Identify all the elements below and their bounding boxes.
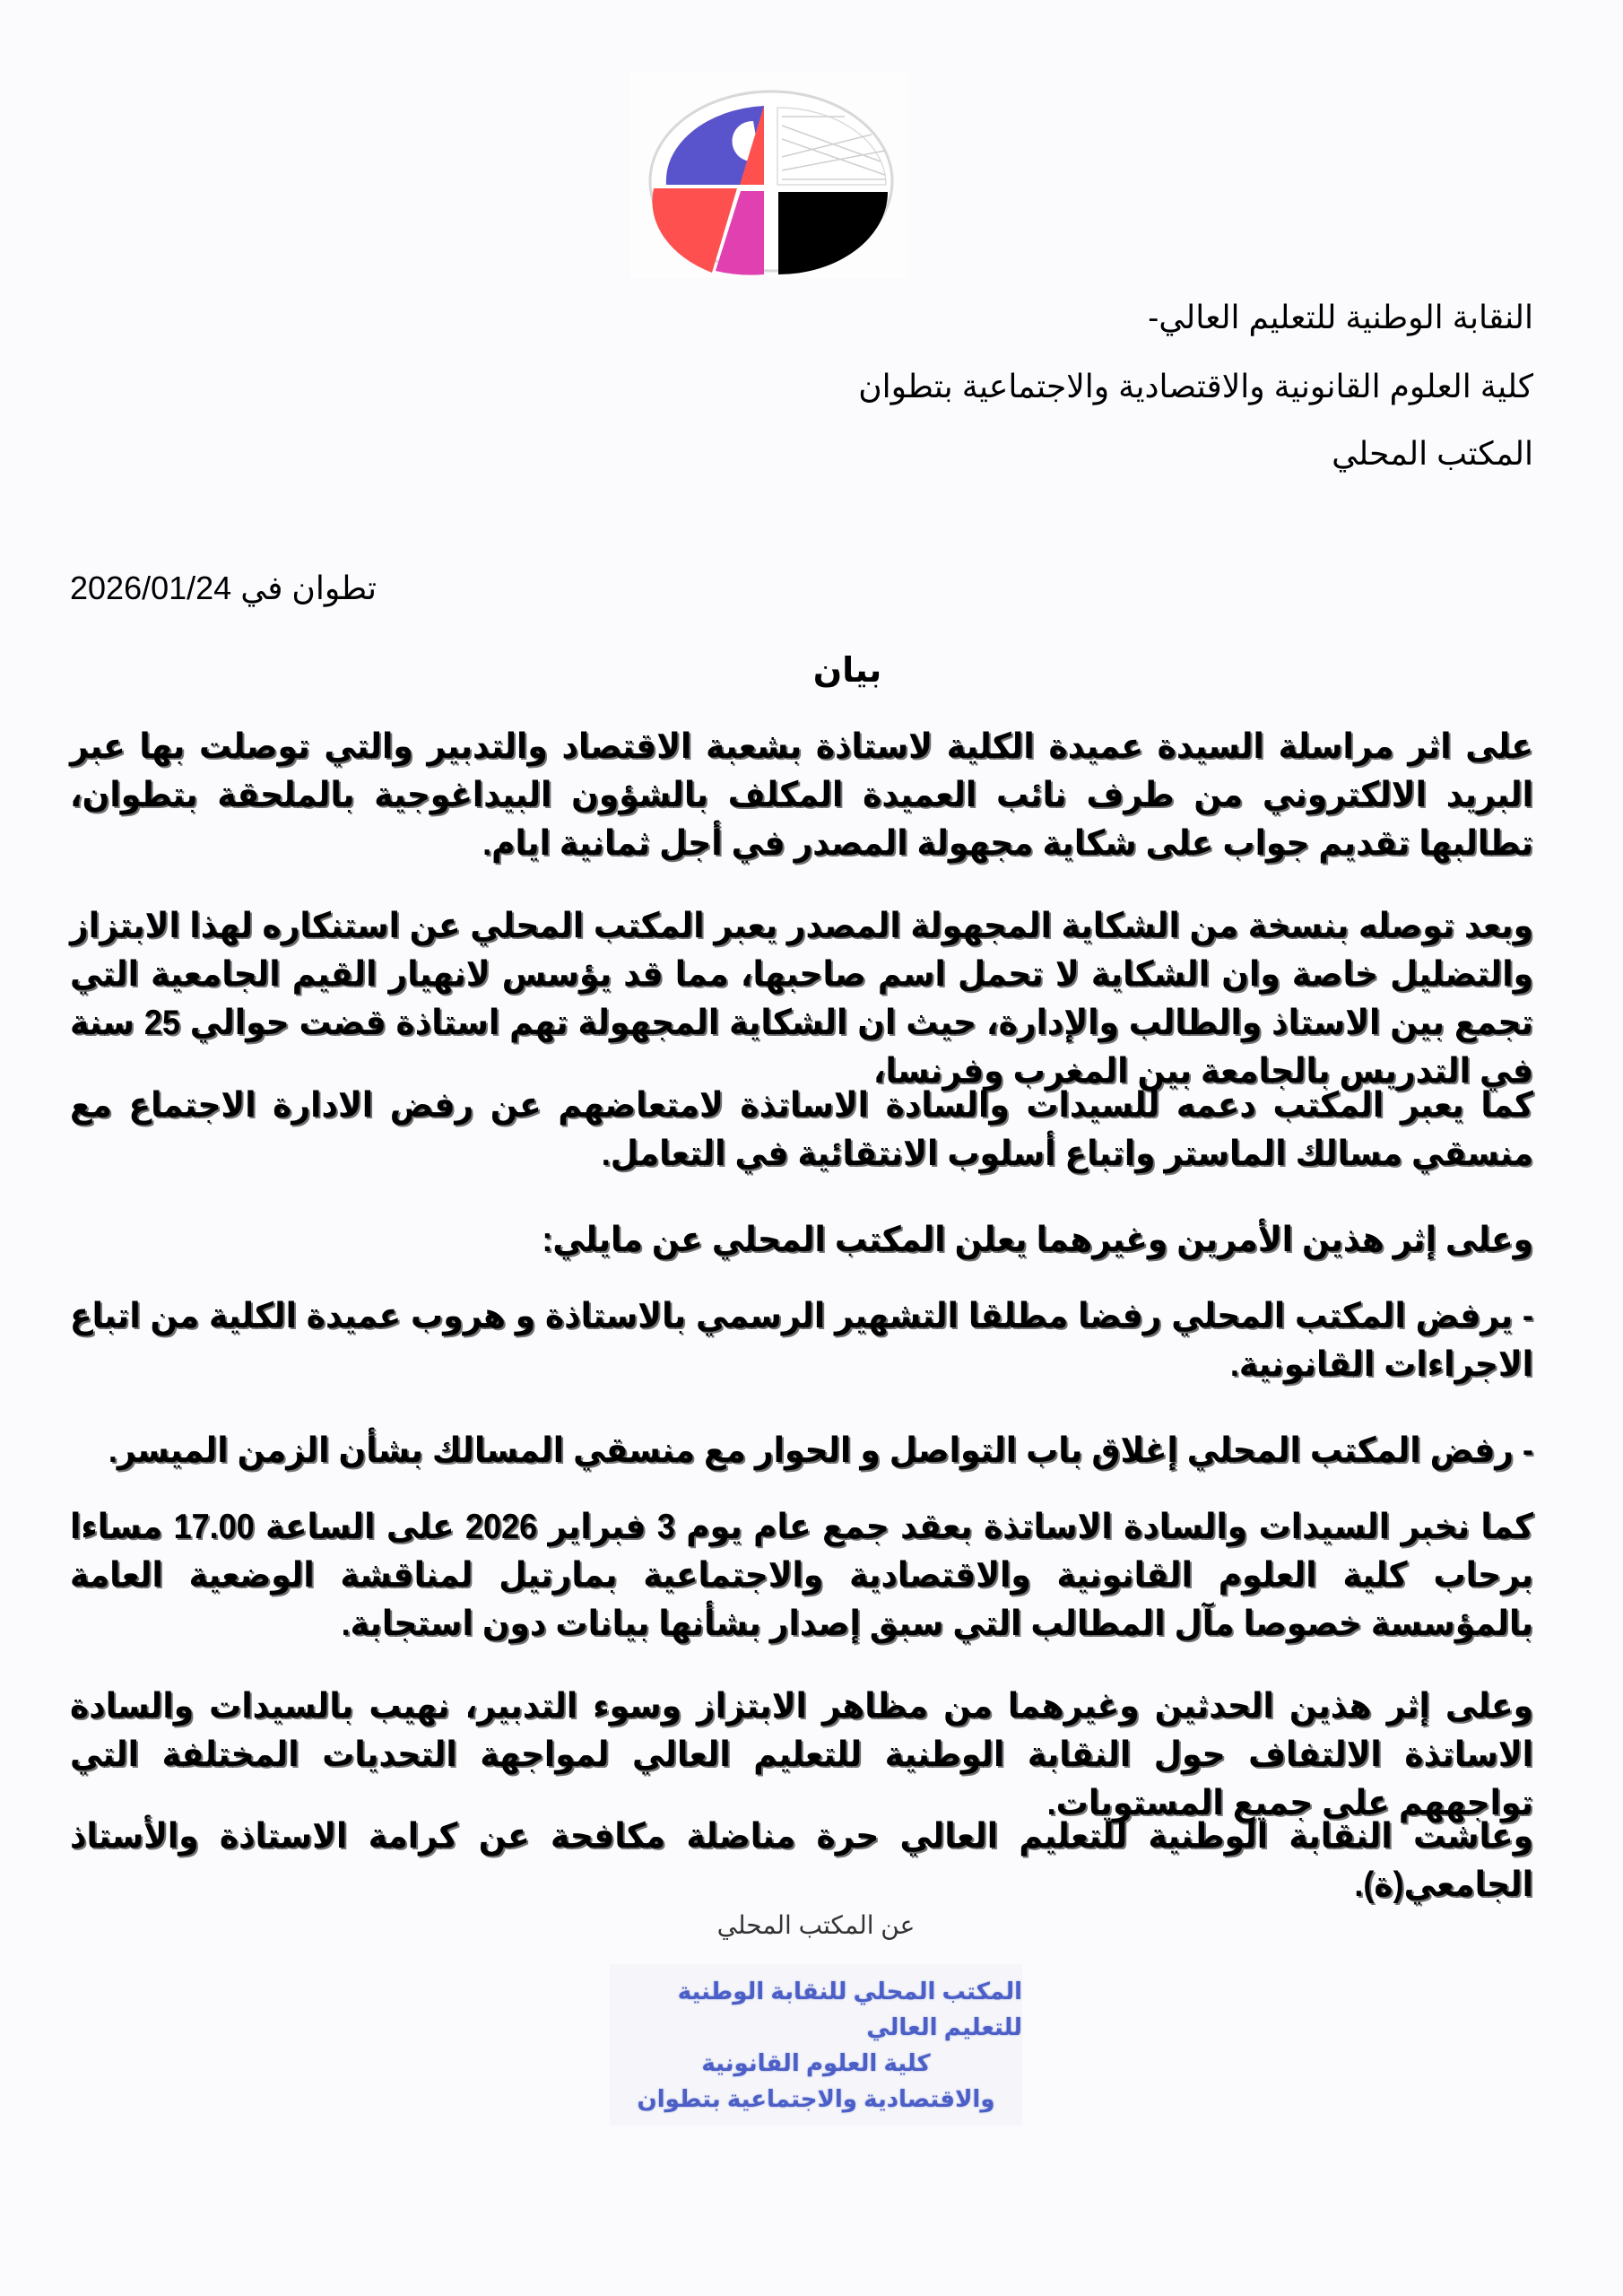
office-stamp xyxy=(610,1964,1022,2126)
paragraph-1: على اثر مراسلة السيدة عميدة الكلية لاستاذة بشعبة الاقتصاد والتدبير والتي توصلت بها عبر البريد الالكتروني من طرف نائب العميدة المكلف بالشؤون البيداغوجية بالملحقة بتطوان، تطالبها تقديم جواب على شكاية مجهولة المصدر في أجل ثمانية ايام. xyxy=(70,726,1533,863)
stamp-line-1: المكتب المحلي للنقابة الوطنية للتعليم العالي xyxy=(677,1978,1022,2040)
logo-black-quadrant xyxy=(778,192,888,274)
signature-label: عن المكتب المحلي xyxy=(716,1911,916,1939)
paragraph-closing: وعاشت النقابة الوطنية للتعليم العالي حرة مناضلة مكافحة عن كرامة الاستاذة والأستاذ الجامعي(ة). xyxy=(70,1815,1533,1904)
stamp-line-3: والاقتصادية والاجتماعية بتطوان xyxy=(637,2085,995,2112)
document-date: تطوان في 2026/01/24 xyxy=(70,570,377,606)
list-item-2: - رفض المكتب المحلي إغلاق باب التواصل و الحوار مع منسقي المسالك بشأن الزمن الميسر. xyxy=(108,1430,1533,1470)
paragraph-3: كما يعبر المكتب دعمه للسيدات والسادة الاساتذة لامتعاضهم عن رفض الادارة الاجتماع مع منسقي مسالك الماستر واتباع أسلوب الانتقائية في التعامل. xyxy=(70,1084,1533,1173)
header-faculty-name: كلية العلوم القانونية والاقتصادية والاجتماعية بتطوان xyxy=(858,368,1533,404)
paragraph-4: وعلى إثر هذين الأمرين وغيرهما يعلن المكتب المحلي عن مايلي: xyxy=(542,1219,1533,1259)
list-item-1: - يرفض المكتب المحلي رفضا مطلقا التشهير الرسمي بالاستاذة و هروب عميدة الكلية من اتباع الاجراءات القانونية. xyxy=(70,1295,1533,1384)
union-logo xyxy=(629,72,907,278)
stamp-line-2: كلية العلوم القانونية xyxy=(701,2049,931,2076)
paragraph-6: وعلى إثر هذين الحدثين وغيرهما من مظاهر الابتزاز وسوء التدبير، نهيب بالسيدات والسادة الاساتذة الالتفاف حول النقابة الوطنية للتعليم العالي لمواجهة التحديات المختلفة التي تواجههم على جميع المستويات. xyxy=(70,1685,1533,1822)
header-office-name: المكتب المحلي xyxy=(1332,435,1533,472)
header-union-name: النقابة الوطنية للتعليم العالي- xyxy=(1148,299,1533,335)
union-logo-icon xyxy=(629,72,907,278)
paragraph-2: وبعد توصله بنسخة من الشكاية المجهولة المصدر يعبر المكتب المحلي عن استنكاره لهذا الابتزاز والتضليل خاصة وان الشكاية لا تحمل اسم صاحبها، مما قد يؤسس لانهيار القيم الجامعية التي تجمع بين الاستاذ والطالب والإدارة، حيث ان الشكاية المجهولة تهم استاذة قضت حوالي 25 سنة في التدريس بالجامعة بين المغرب وفرنسا، xyxy=(70,905,1534,1091)
document-title: بيان xyxy=(812,652,882,690)
paragraph-5: كما نخبر السيدات والسادة الاساتذة بعقد جمع عام يوم 3 فبراير 2026 على الساعة 17.00 مساءا برحاب كلية العلوم القانونية والاقتصادية والاجتماعية بمارتيل لمناقشة الوضعية العامة بالمؤسسة خصوصا مآل المطالب التي سبق إصدار بشأنها بيانات دون استجابة. xyxy=(70,1506,1534,1643)
